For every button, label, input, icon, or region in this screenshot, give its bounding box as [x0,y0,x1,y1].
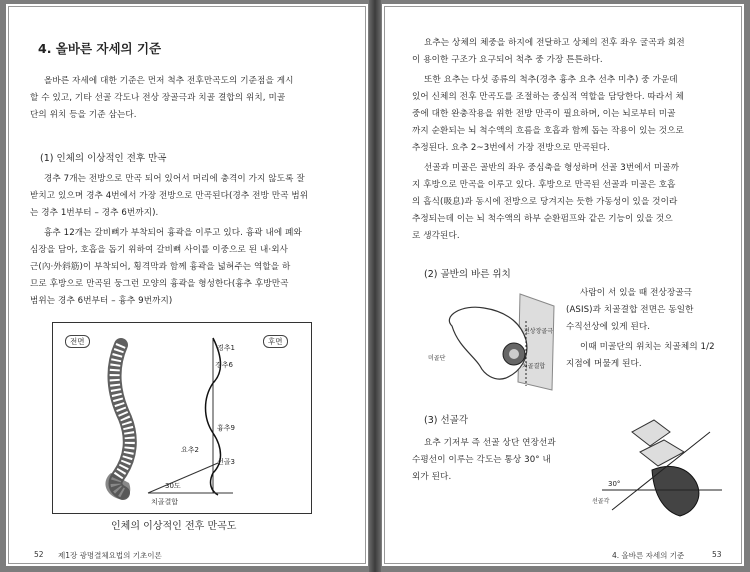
label-s3: 선골3 [217,458,235,466]
subheading-1: (1) 인체의 이상적인 전후 만곡 [40,153,167,164]
subheading-2: (2) 골반의 바른 위치 [424,269,511,280]
label-pubic: 치골결합 [151,498,179,506]
sacral-label-name: 선골각 [592,498,610,505]
book-spine [369,0,381,572]
page-number-left: 52 [34,550,44,559]
section-heading: 4. 올바른 자세의 기준 [38,41,162,56]
pelvis-label-asis: 전상장골극 [524,328,553,335]
pelvis-label-coccyx: 미골단 [428,355,446,362]
front-label: 전면 [65,335,90,348]
right-page: 요추는 상체의 체중을 하지에 전달하고 상체의 전후 좌우 굴곡과 회전 이 용이한 구조가 요구되어 척추 중 가장 튼튼하다. 또한 요추는 다섯 종류의 척추(경추 흉추 요추 선추 미추) 중 가운데 있어 신체의 전후 만곡도를 조절하는 중심적 역할을 담당한다. 따라서 체 중에 대한 완충작용을 위한 전방 만곡이 필요하며, 이는 뇌로부터 미골 까지 순환되는 뇌 척수액의 흐름을 호흡과 함께 돕는 작용이 있는 것으로 추정된다. 요추 2~3번에서 가장 전방으로 만곡된다. 선골과 미골은 골반의 좌우 중심축을 형성하며 선골 3번에서 미골까 지 후방으로 만곡을 이루고 있다. 후방으로 만곡된 선골과 미골은 호흡 의 흡식(吸息)과 동시에 전방으로 당겨지는 듯한 가동성이 있을 것이라 추정되는데 이는 뇌 척수액의 하부 순환펌프와 같은 기능이 있을 것으 로 생각된다. (2) 골반의 바른 위치 전상장골극 미골단 치골결합 사람이 서 있을 때 전상장골극 (ASIS)과 치골결합 전면은 동일한 수직선상에 있게 된다. 이때 미골단의 위치는 치골체의 1/2 지점에 머물게 된다. (3) 선골각 요추 기저부 즉 선골 상단 연장선과 수평선이 이루는 각도는 통상 30° 내 외가 된다. 30° 선골각 4. 올바른 자세의 기준 53 [382,4,744,566]
chapter-footer-left: 제1장 광명결체요법의 기초이론 [58,551,162,560]
label-c6: 경추6 [215,361,233,369]
chapter-footer-right: 4. 올바른 자세의 기준 [612,551,685,560]
label-c1: 경추1 [217,344,235,352]
figure-caption: 인체의 이상적인 전후 만곡도 [111,521,237,532]
label-l2: 요추2 [181,446,199,454]
spine-illustration [53,323,311,513]
back-label: 후면 [263,335,288,348]
label-30deg: 30도 [165,482,181,490]
subheading-3: (3) 선골각 [424,415,469,426]
sacral-label-angle: 30° [608,480,621,488]
spine-curvature-figure [52,322,312,514]
pelvis-label-pubic: 치골결합 [522,363,546,370]
left-page: 4. 올바른 자세의 기준 올바른 자세에 대한 기준은 먼저 척추 전후만곡도의 기준점을 게시 할 수 있고, 기타 선골 각도나 전상 장골극과 치골 결합의 위치, 미골 단의 위치 등을 기준 삼는다. (1) 인체의 이상적인 전후 만곡 경추 7개는 전방으로 만곡 되어 있어서 머리에 충격이 가지 않도록 잘 받치고 있으며 경추 4번에서 가장 전방으로 만곡된다(경추 전방 만곡 범위 는 경추 1번부터 – 경추 6번까지). 흉추 12개는 갈비뼈가 부착되어 흉곽을 이루고 있다. 흉곽 내에 폐와 심장을 담아, 호흡을 돕기 위하여 갈비뼈 사이를 이중으로 된 내·외사 근(內·外斜筋)이 부착되어, 횡격막과 함께 흉곽을 넓혀주는 역할을 하 므로 후방으로 만곡된 둥그런 모양의 흉곽을 형성한다(흉추 후방만곡 범위는 경추 6번부터 – 흉추 9번까지) 전면 후면 경추1 경추6 흉추9 요추2 선골3 30도 치골결합 인체의 이상적인 전후 만곡도 52 제1장 광명결체요법의 기초이론 [6,4,368,566]
label-t9: 흉추9 [217,424,235,432]
page-number-right: 53 [712,550,722,559]
pelvis-illustration [422,286,572,396]
sacral-angle-illustration [592,412,732,527]
